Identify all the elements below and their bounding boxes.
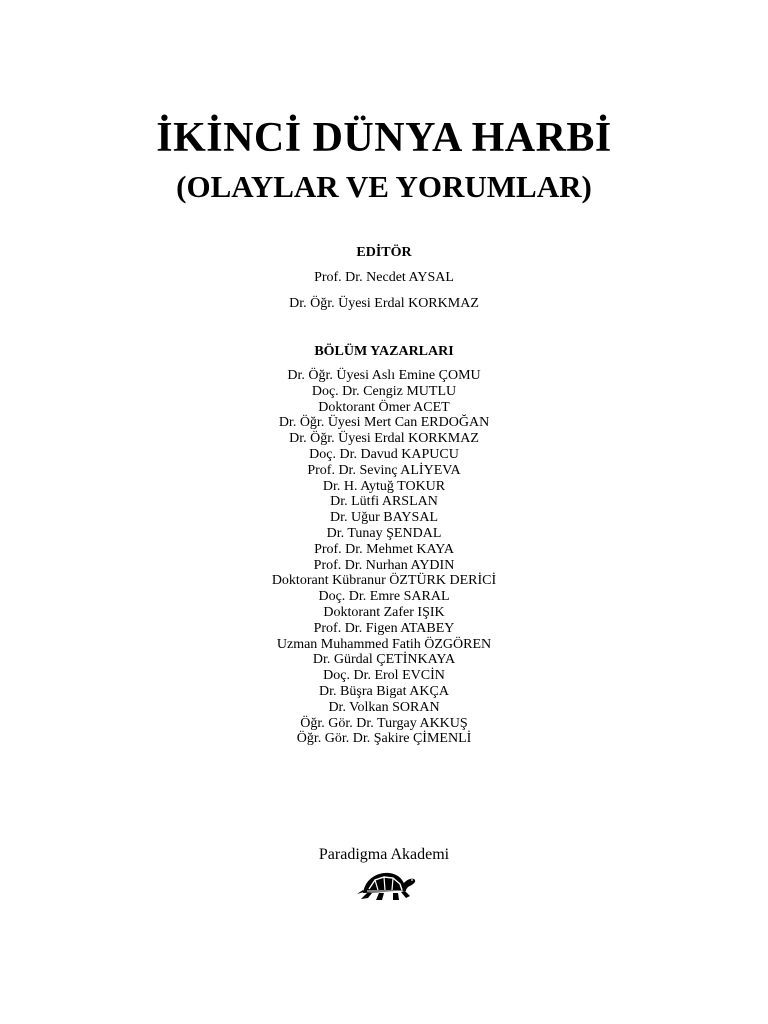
author-name: Dr. Lütfi ARSLAN — [330, 494, 438, 510]
author-name: Dr. Öğr. Üyesi Mert Can ERDOĞAN — [278, 415, 490, 431]
author-name: Doktorant Kübranur ÖZTÜRK DERİCİ — [271, 573, 497, 589]
turtle-icon — [355, 867, 417, 903]
author-name: Prof. Dr. Mehmet KAYA — [314, 541, 454, 557]
author-name: Prof. Dr. Figen ATABEY — [313, 620, 455, 636]
author-name: Prof. Dr. Sevinç ALİYEVA — [307, 462, 461, 478]
editor-name: Prof. Dr. Necdet AYSAL — [314, 270, 454, 285]
book-title: İKİNCİ DÜNYA HARBİ — [156, 115, 612, 161]
author-name: Dr. Tunay ŞENDAL — [326, 525, 442, 541]
author-name: Doktorant Ömer ACET — [318, 399, 450, 415]
author-name: Dr. H. Aytuğ TOKUR — [322, 478, 446, 494]
author-name: Dr. Gürdal ÇETİNKAYA — [312, 652, 456, 668]
author-name: Doç. Dr. Erol EVCİN — [323, 668, 445, 684]
author-name: Dr. Volkan SORAN — [328, 699, 440, 715]
author-name: Öğr. Gör. Dr. Turgay AKKUŞ — [300, 715, 468, 731]
book-subtitle: (OLAYLAR VE YORUMLAR) — [176, 169, 592, 204]
author-name: Doktorant Zafer IŞIK — [323, 604, 445, 620]
author-name: Prof. Dr. Nurhan AYDIN — [313, 557, 455, 573]
author-name: Uzman Muhammed Fatih ÖZGÖREN — [276, 636, 492, 652]
author-name: Doç. Dr. Davud KAPUCU — [309, 446, 459, 462]
editor-list — [0, 265, 768, 317]
author-name: Dr. Öğr. Üyesi Erdal KORKMAZ — [289, 431, 479, 447]
author-name: Dr. Büşra Bigat AKÇA — [319, 683, 449, 699]
authors-heading: BÖLÜM YAZARLARI — [314, 344, 454, 359]
editor-name: Dr. Öğr. Üyesi Erdal KORKMAZ — [289, 296, 479, 311]
author-name: Doç. Dr. Emre SARAL — [318, 589, 450, 605]
author-name: Doç. Dr. Cengiz MUTLU — [311, 383, 457, 399]
author-name: Öğr. Gör. Dr. Şakire ÇİMENLİ — [296, 731, 472, 747]
publisher-name: Paradigma Akademi — [318, 846, 450, 863]
editor-heading: EDİTÖR — [356, 245, 412, 260]
author-name: Dr. Uğur BAYSAL — [330, 510, 438, 526]
author-name: Dr. Öğr. Üyesi Aslı Emine ÇOMU — [287, 368, 481, 383]
authors-list — [0, 368, 768, 747]
